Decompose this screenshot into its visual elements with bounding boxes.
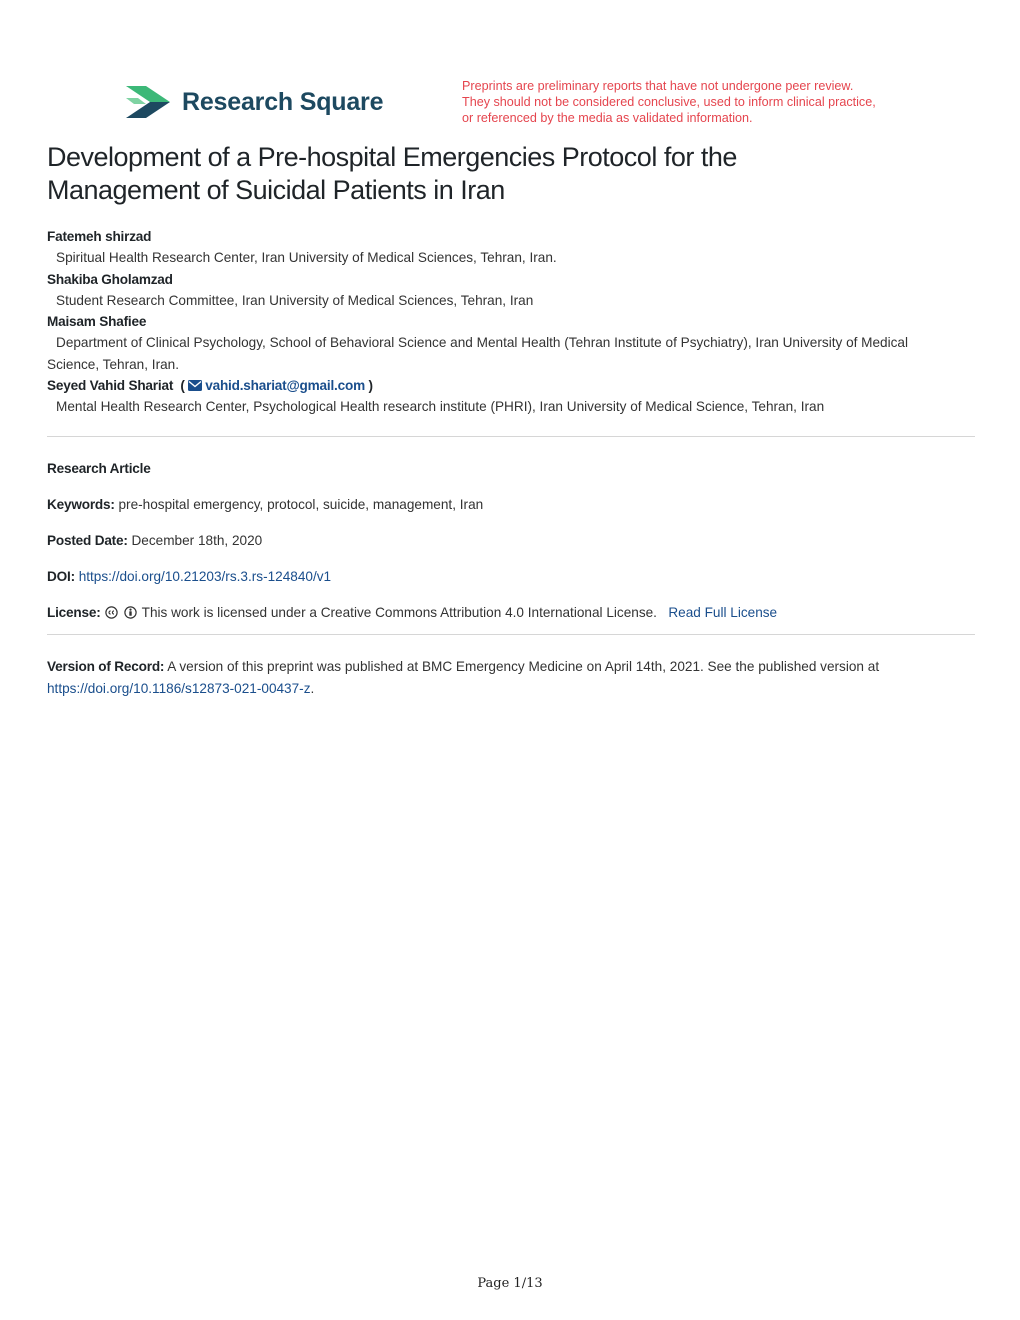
author-affiliation: Mental Health Research Center, Psychological Health research institute (PHRI), Iran University of Medical Science, Tehran, Iran xyxy=(56,399,825,414)
author-affiliation: Spiritual Health Research Center, Iran University of Medical Sciences, Tehran, Iran. xyxy=(56,250,557,265)
research-square-logo[interactable] xyxy=(124,82,383,122)
version-of-record-text: A version of this preprint was published at BMC Emergency Medicine on April 14th, 2021. See the published version at xyxy=(167,659,880,674)
article-type xyxy=(47,461,151,476)
notice-line: They should not be considered conclusive, used to inform clinical practice, xyxy=(462,95,876,109)
license-text: This work is licensed under a Creative Commons Attribution 4.0 International License. xyxy=(141,605,657,620)
affiliation-line: Science, Tehran, Iran. xyxy=(47,356,179,372)
open-paren: ( xyxy=(180,378,185,393)
version-of-record-label: Version of Record: xyxy=(47,659,165,674)
license-label: License: xyxy=(47,605,101,620)
cc-icon xyxy=(105,606,118,619)
author-affiliation-continued xyxy=(47,354,977,376)
doi-link[interactable]: https://doi.org/10.21203/rs.3.rs-124840/v1 xyxy=(78,569,332,584)
research-square-logo-icon xyxy=(124,82,172,122)
published-version-link[interactable]: https://doi.org/10.1186/s12873-021-00437-z xyxy=(47,681,311,696)
author-name: Fatemeh shirzad xyxy=(47,229,152,244)
page-number: Page 1/13 xyxy=(477,1276,543,1291)
title-line: Management of Suicidal Patients in Iran xyxy=(47,175,505,205)
author-name: Shakiba Gholamzad xyxy=(47,271,173,287)
title-line: Development of a Pre-hospital Emergencies Protocol for the xyxy=(47,142,737,172)
article-title xyxy=(47,141,947,207)
keywords-label: Keywords: xyxy=(47,497,115,512)
posted-date-value: December 18th, 2020 xyxy=(131,533,263,548)
read-full-license-link[interactable]: Read Full License xyxy=(668,605,778,620)
author-affiliation xyxy=(47,332,977,354)
close-paren: ) xyxy=(368,378,373,393)
notice-line: Preprints are preliminary reports that have not undergone peer review. xyxy=(462,79,854,93)
by-attribution-icon xyxy=(124,606,137,619)
posted-date-label: Posted Date: xyxy=(47,533,128,548)
keywords-value: pre-hospital emergency, protocol, suicide, management, Iran xyxy=(118,497,484,512)
article-type-label: Research Article xyxy=(47,461,151,476)
version-of-record xyxy=(47,656,977,700)
envelope-icon xyxy=(188,380,202,391)
keywords-row xyxy=(47,497,483,512)
divider xyxy=(47,634,975,635)
divider xyxy=(47,436,975,437)
logo-text: Research Square xyxy=(182,87,384,116)
author-name: Maisam Shafiee xyxy=(47,314,147,329)
preprint-notice xyxy=(462,78,922,126)
notice-line: or referenced by the media as validated information. xyxy=(462,111,753,125)
email-link[interactable] xyxy=(188,378,368,393)
doi-row xyxy=(47,569,331,584)
author-affiliation: Student Research Committee, Iran University of Medical Sciences, Tehran, Iran xyxy=(56,292,534,308)
doi-label: DOI: xyxy=(47,569,75,584)
affiliation-line: Department of Clinical Psychology, School of Behavioral Science and Mental Health (Tehran Institute of Psychiatry), Iran University of Medical xyxy=(56,335,909,350)
author-name: Seyed Vahid Shariat xyxy=(47,378,174,393)
posted-date-row xyxy=(47,533,262,548)
page-header xyxy=(0,0,1020,140)
author-list xyxy=(47,226,977,418)
license-row xyxy=(47,605,777,620)
corresponding-author xyxy=(47,375,977,396)
period: . xyxy=(310,681,315,696)
email-address[interactable]: vahid.shariat@gmail.com xyxy=(205,378,365,393)
